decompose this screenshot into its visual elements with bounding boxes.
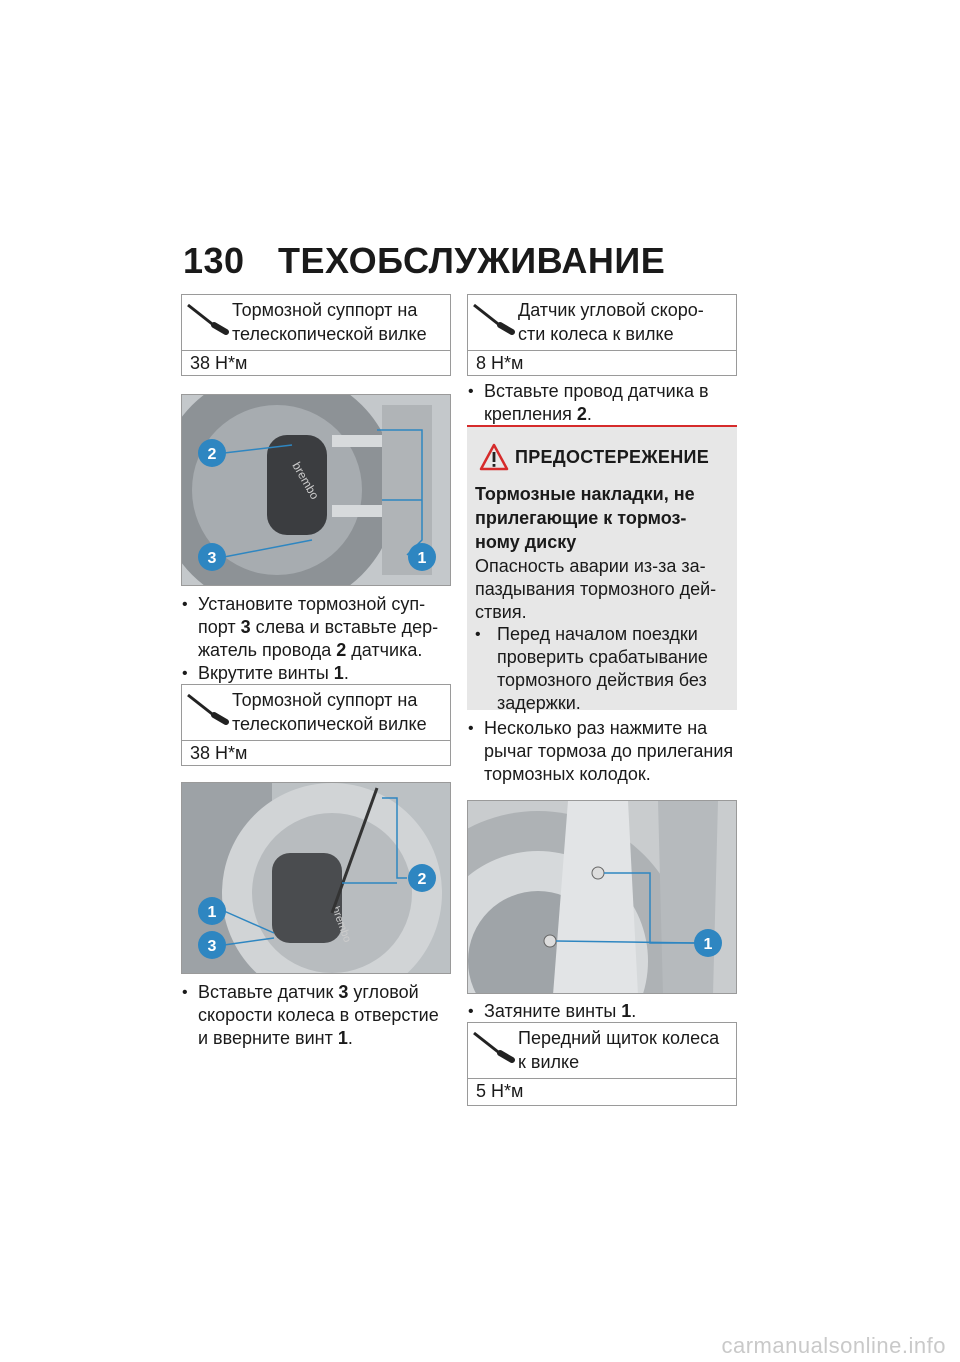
torque-wrench-icon	[186, 691, 230, 725]
callout-number: 3	[207, 938, 217, 955]
torque-spec-box	[181, 684, 451, 766]
watermark: carmanualsonline.info	[721, 1333, 946, 1358]
torque-spec-box	[467, 1022, 737, 1106]
torque-spec-box	[181, 294, 451, 376]
instruction-list	[468, 380, 740, 426]
fender-figure	[467, 800, 737, 994]
torque-label: Тормозной суппорт на телескопической вилке	[232, 690, 427, 734]
torque-value: 5 Н*м	[476, 1081, 524, 1101]
speed-sensor-figure	[181, 782, 451, 974]
warning-box	[467, 425, 737, 713]
list-item: • Перед началом поездки проверить срабатывание тормозного действия без задержки.	[475, 623, 733, 715]
instruction-list	[182, 593, 454, 685]
callout-number: 2	[417, 871, 427, 888]
torque-value: 38 Н*м	[190, 353, 248, 373]
list-item: • Вставьте провод датчика в крепления 2.	[468, 380, 740, 426]
torque-label: Тормозной суппорт на телескопической вилке	[232, 300, 427, 344]
callout-number: 1	[207, 904, 217, 921]
list-item: • Несколько раз нажмите на рычаг тормоза до прилегания тормозных колодок.	[468, 717, 740, 786]
instruction-list	[468, 717, 740, 786]
torque-label: Передний щиток колеса к вилке	[518, 1028, 720, 1072]
list-item: • Затяните винты 1.	[468, 1000, 740, 1023]
torque-spec-box	[467, 294, 737, 376]
warning-title: ПРЕДОСТЕРЕЖЕНИЕ	[515, 447, 710, 467]
callout-number: 1	[417, 550, 427, 567]
instruction-list	[182, 981, 454, 1050]
brake-caliper-figure	[181, 394, 451, 586]
torque-value: 8 Н*м	[476, 353, 524, 373]
callout-number: 3	[207, 550, 217, 567]
warning-heading: Тормозные накладки, не прилегающие к тормоз- ному диску	[475, 484, 695, 552]
svg-text:brembo: brembo	[289, 459, 322, 502]
list-item: • Вкрутите винты 1.	[182, 662, 454, 685]
warning-triangle-icon	[479, 443, 509, 471]
torque-value: 38 Н*м	[190, 743, 248, 763]
callout-number: 2	[207, 446, 217, 463]
page-number: 130	[183, 240, 245, 281]
torque-wrench-icon	[472, 301, 516, 335]
callout-number: 1	[703, 936, 713, 953]
warning-body: Опасность аварии из-за за- паздывания тормозного дей- ствия.	[475, 556, 717, 622]
list-item: • Установите тормозной суп- порт 3 слева и вставьте дер- жатель провода 2 датчика.	[182, 593, 454, 662]
torque-label: Датчик угловой скоро- сти колеса к вилке	[518, 300, 704, 344]
torque-wrench-icon	[186, 301, 230, 335]
instruction-list	[468, 1000, 740, 1023]
warning-action	[475, 623, 733, 715]
page-header	[183, 240, 665, 282]
list-item: • Вставьте датчик 3 угловой скорости колеса в отверстие и вверните винт 1.	[182, 981, 454, 1050]
svg-text:brembo: brembo	[329, 904, 354, 945]
page-title: ТЕХОБСЛУЖИВАНИЕ	[278, 240, 666, 281]
torque-wrench-icon	[472, 1029, 516, 1063]
